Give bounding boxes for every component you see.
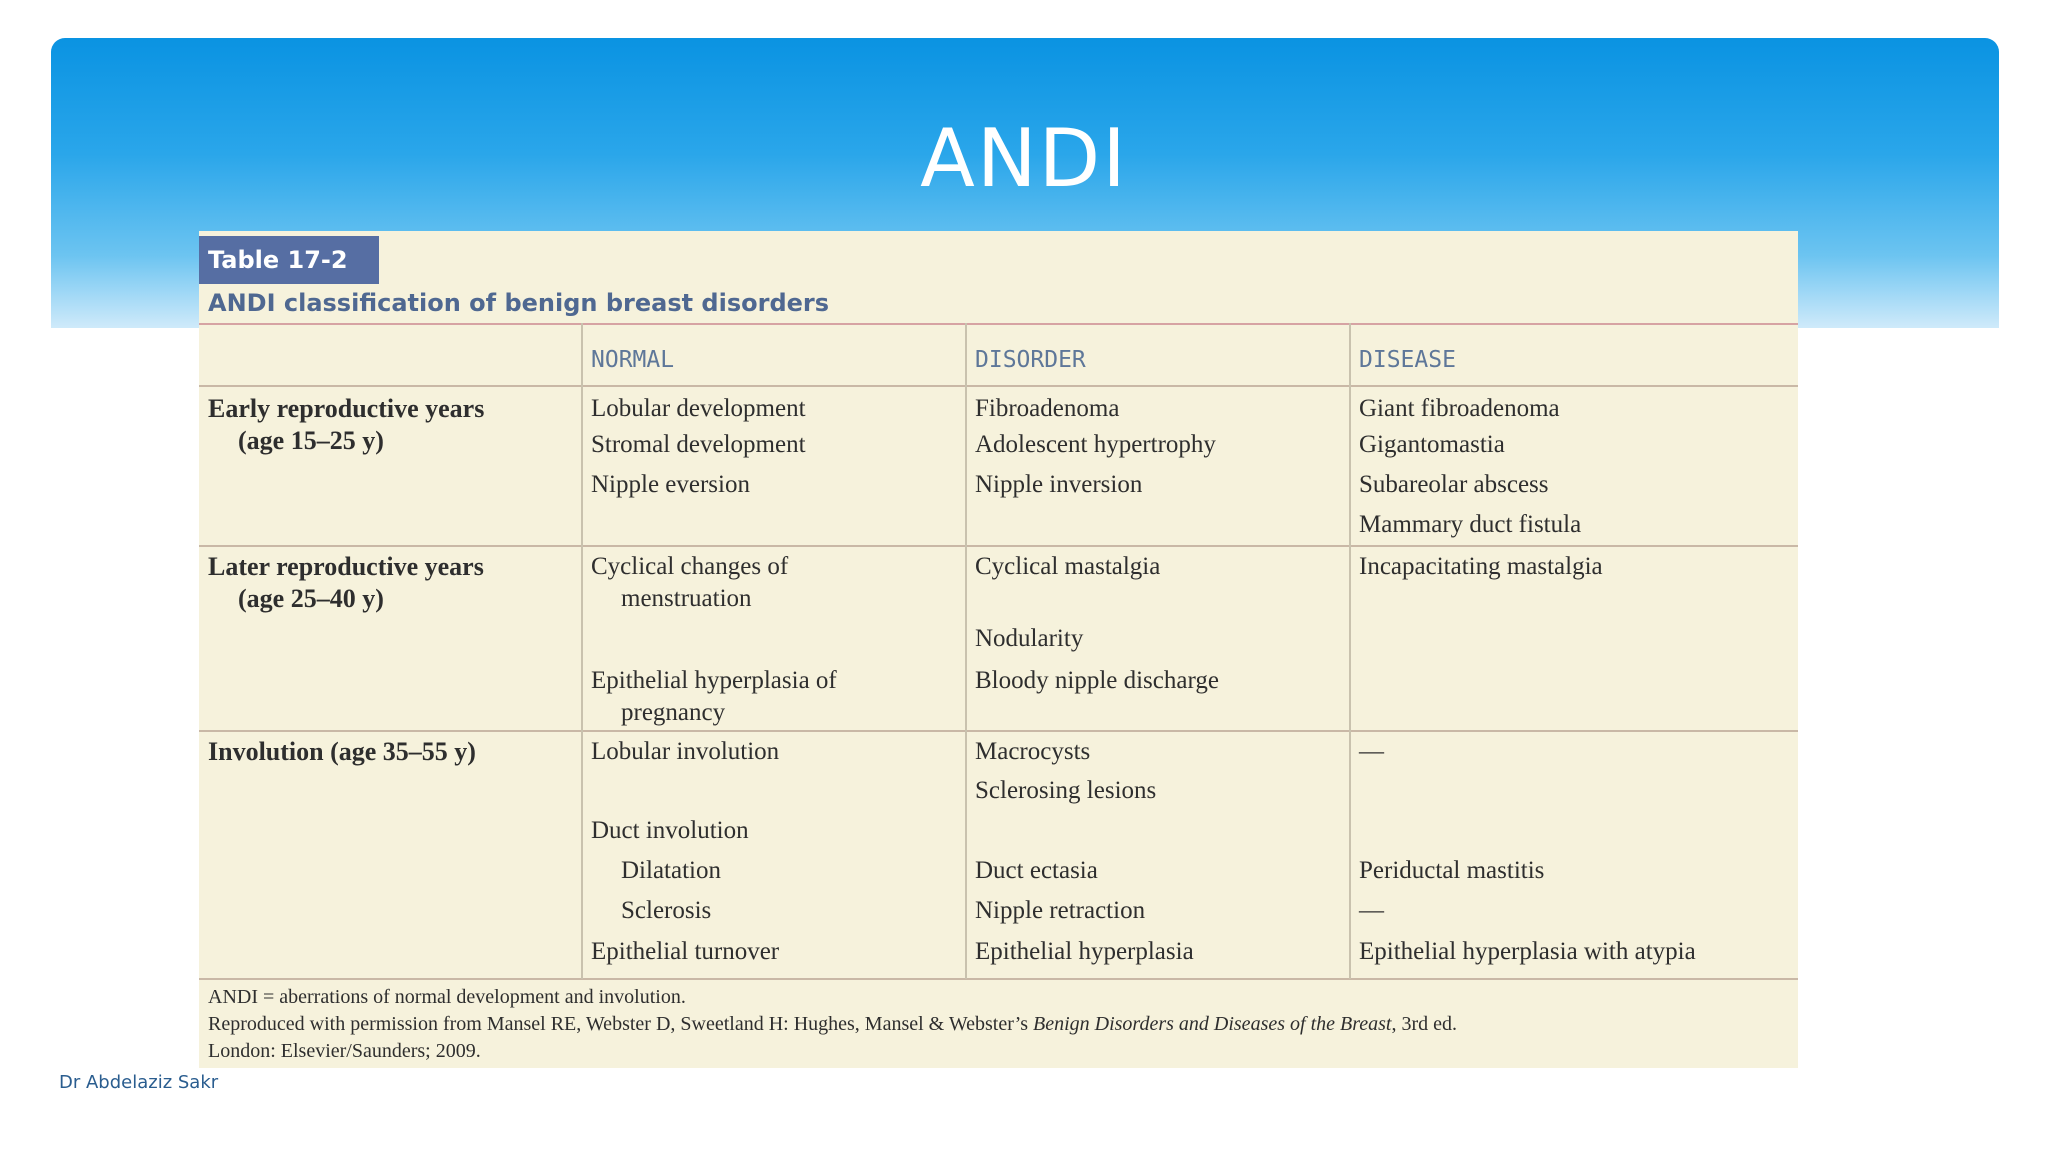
row-rule-3 <box>199 978 1798 980</box>
cell: Lobular involution <box>591 738 780 765</box>
cell: menstruation <box>621 585 752 612</box>
cell: Epithelial turnover <box>591 938 780 965</box>
cell: — <box>1359 738 1384 765</box>
row-head-involution: Involution (age 35–55 y) <box>208 737 476 766</box>
cell: Giant fibroadenoma <box>1359 395 1560 422</box>
footnote-source-suffix: , 3rd ed. <box>1391 1013 1458 1035</box>
cell: Mammary duct fistula <box>1359 511 1582 538</box>
cell: Nodularity <box>975 625 1084 652</box>
cell: Epithelial hyperplasia with atypia <box>1359 938 1696 965</box>
cell: Dilatation <box>621 857 721 884</box>
footnote-source-line2: London: Elsevier/Saunders; 2009. <box>208 1040 481 1062</box>
cell: Lobular development <box>591 395 806 422</box>
cell: Cyclical changes of <box>591 553 789 580</box>
col-header-disease: DISEASE <box>1359 347 1456 373</box>
slide-title: ANDI <box>920 112 1128 205</box>
cell: Incapacitating mastalgia <box>1359 553 1603 580</box>
row-head-later-age: (age 25–40 y) <box>238 584 384 613</box>
caption-rule <box>199 323 1798 325</box>
row-head-early: Early reproductive years <box>208 394 485 423</box>
cell: — <box>1359 897 1384 924</box>
cell: Fibroadenoma <box>975 395 1120 422</box>
row-head-early-age: (age 15–25 y) <box>238 426 384 455</box>
author-credit: Dr Abdelaziz Sakr <box>59 1072 219 1093</box>
col-divider-3 <box>1349 323 1351 979</box>
footnote-source-book: Benign Disorders and Diseases of the Breast <box>1032 1013 1392 1035</box>
table-caption: ANDI classification of benign breast disorders <box>208 289 830 317</box>
cell: pregnancy <box>621 699 726 726</box>
cell: Cyclical mastalgia <box>975 553 1161 580</box>
row-rule-2 <box>199 730 1798 732</box>
row-head-later: Later reproductive years <box>208 552 484 581</box>
footnote-abbreviation: ANDI = aberrations of normal development and involution. <box>208 986 686 1008</box>
col-header-disorder: DISORDER <box>975 347 1086 373</box>
table-label: Table 17-2 <box>199 236 379 284</box>
cell: Duct involution <box>591 817 749 844</box>
col-divider-2 <box>965 323 967 979</box>
cell: Bloody nipple discharge <box>975 667 1219 694</box>
cell: Subareolar abscess <box>1359 471 1549 498</box>
cell: Epithelial hyperplasia of <box>591 667 837 694</box>
cell: Sclerosing lesions <box>975 777 1157 804</box>
cell: Adolescent hypertrophy <box>975 431 1216 458</box>
cell: Nipple eversion <box>591 471 750 498</box>
col-divider-1 <box>581 323 583 979</box>
cell: Periductal mastitis <box>1359 857 1545 884</box>
footnote-source <box>208 1013 1457 1036</box>
cell: Epithelial hyperplasia <box>975 938 1194 965</box>
cell: Nipple inversion <box>975 471 1143 498</box>
cell: Stromal development <box>591 431 806 458</box>
andi-table <box>199 231 1798 1068</box>
cell: Sclerosis <box>621 897 712 924</box>
header-rule <box>199 385 1798 387</box>
cell: Duct ectasia <box>975 857 1098 884</box>
cell: Nipple retraction <box>975 897 1146 924</box>
row-rule-1 <box>199 545 1798 547</box>
cell: Gigantomastia <box>1359 431 1505 458</box>
col-header-normal: NORMAL <box>591 347 675 373</box>
footnote-source-prefix: Reproduced with permission from Mansel RE, Webster D, Sweetland H: Hughes, Mansel & Webster’s <box>208 1013 1033 1035</box>
cell: Macrocysts <box>975 738 1091 765</box>
